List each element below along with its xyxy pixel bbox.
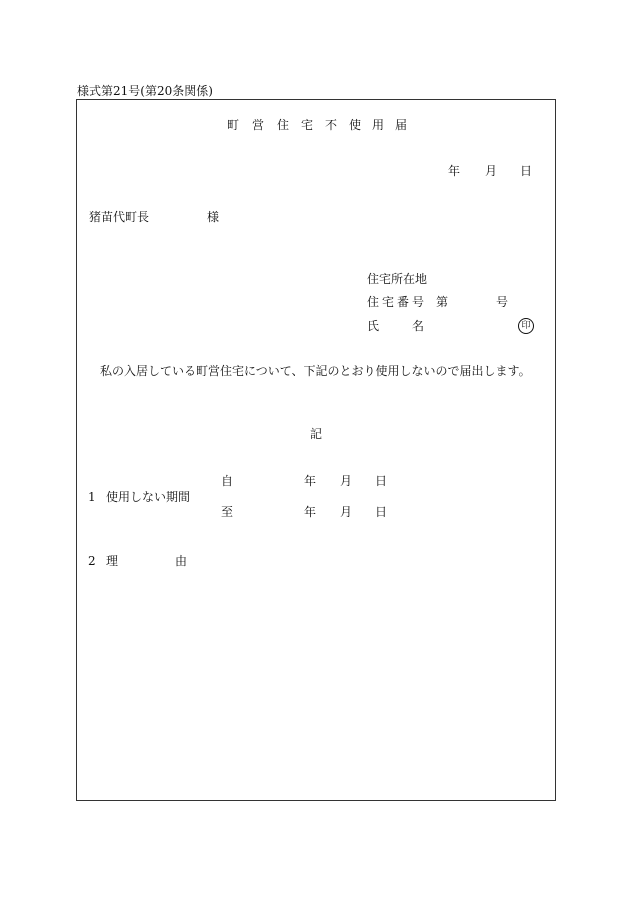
title-char: 宅 (301, 118, 314, 132)
title-char: 使 (349, 118, 362, 132)
period-to-year: 年 (304, 505, 317, 519)
name-label-char: 名 (412, 319, 425, 333)
body-statement: 私の入居している町営住宅について、下記のとおり使用しないので届出します。 (100, 364, 531, 378)
address-label: 住宅所在地 (367, 272, 428, 286)
housing-number-label-char: 宅 (382, 295, 395, 309)
date-day: 日 (520, 164, 533, 178)
ki-heading: 記 (310, 427, 323, 441)
addressee-name: 猪苗代町長 (89, 210, 150, 224)
item2-label-char: 理 (106, 554, 119, 568)
item2-label-char: 由 (175, 554, 188, 568)
date-year: 年 (448, 164, 461, 178)
housing-number-prefix: 第 (436, 295, 449, 309)
period-from-day: 日 (375, 474, 388, 488)
title-char: 不 (325, 118, 338, 132)
title-char: 町 (227, 118, 240, 132)
date-month: 月 (485, 164, 498, 178)
item1-number: 1 (88, 490, 96, 504)
title-char: 用 (372, 118, 385, 132)
form-frame (76, 99, 556, 801)
period-to-day: 日 (375, 505, 388, 519)
name-label-char: 氏 (367, 319, 380, 333)
item1-label: 使用しない期間 (106, 490, 191, 504)
housing-number-label-char: 住 (367, 295, 380, 309)
period-from-year: 年 (304, 474, 317, 488)
period-to-month: 月 (340, 505, 353, 519)
title-char: 営 (252, 118, 265, 132)
housing-number-label-char: 号 (412, 295, 425, 309)
seal-mark: 印 (518, 318, 534, 334)
form-number-label: 様式第21号(第20条関係) (77, 84, 213, 98)
title-char: 届 (395, 118, 408, 132)
period-from-month: 月 (340, 474, 353, 488)
housing-number-suffix: 号 (496, 295, 509, 309)
housing-number-label-char: 番 (397, 295, 410, 309)
period-from-prefix: 自 (221, 474, 234, 488)
item2-number: 2 (88, 554, 96, 568)
title-char: 住 (277, 118, 290, 132)
addressee-honorific: 様 (207, 210, 220, 224)
period-to-prefix: 至 (221, 505, 234, 519)
